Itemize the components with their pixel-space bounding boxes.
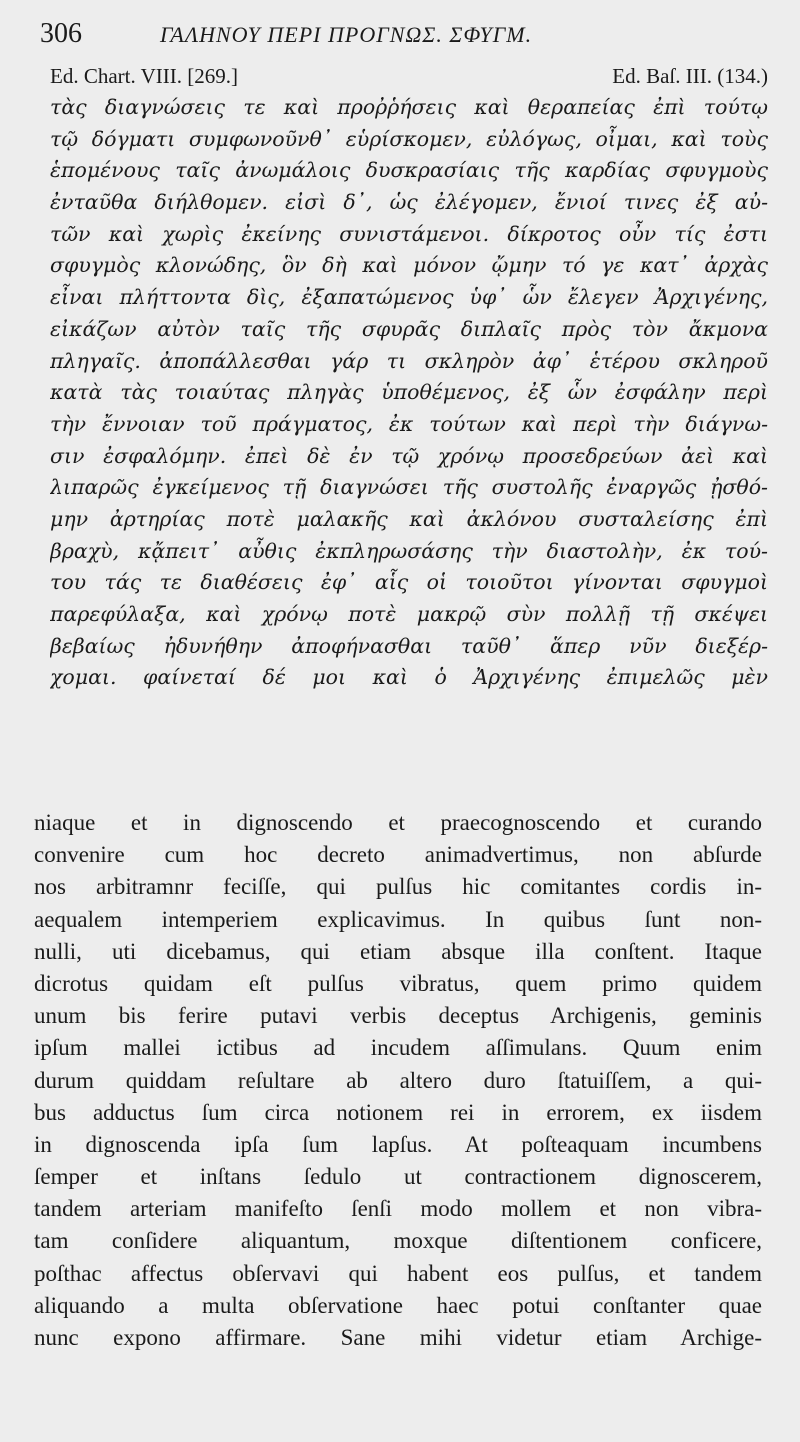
edition-left: Ed. Chart. VIII. [269.] <box>50 64 238 88</box>
greek-line: εἶναι πλήττοντα δὶς, ἐξαπατώμενος ὑφ᾽ ὧν ἔλεγεν Ἀρχιγένης, <box>50 285 768 310</box>
running-title: ΓΑΛΗΝΟΥ ΠΕΡΙ ΠΡΟΓΝΩΣ. ΣΦΥΓΜ. <box>160 22 533 47</box>
greek-line: του τάς τε διαθέσεις ἐφ᾽ αἷς οἱ τοιοῦτοι γίνονται σφυγμοὶ <box>50 570 768 595</box>
greek-line: ἑπομένους ταῖς ἀνωμάλοις δυσκρασίαις τῆς καρδίας σφυγμοὺς <box>50 158 768 183</box>
greek-line: τῷ δόγματι συμφωνοῦνθ᾽ εὑρίσκομεν, εὐλόγως, οἶμαι, καὶ τοὺς <box>50 126 768 151</box>
greek-line: βραχὺ, κᾄπειτ᾽ αὖθις ἐκπληρωσάσης τὴν διαστολὴν, ἐκ τού- <box>50 538 768 563</box>
greek-line: σφυγμὸς κλονώδης, ὃν δὴ καὶ μόνον ᾤμην τό γε κατ᾽ ἀρχὰς <box>50 253 768 278</box>
latin-line: bus adductus ſum circa notionem rei in errorem, ex iisdem <box>34 1099 762 1125</box>
latin-line: nulli, uti dicebamus, qui etiam absque illa conſtent. Itaque <box>34 938 762 964</box>
latin-line: ſemper et inſtans ſedulo ut contractionem dignoscerem, <box>34 1164 762 1190</box>
latin-line: poſthac affectus obſervavi qui habent eos pulſus, et tandem <box>34 1260 762 1286</box>
latin-line: niaque et in dignoscendo et praecognoscendo et curando <box>34 810 762 835</box>
greek-line: παρεφύλαξα, καὶ χρόνῳ ποτὲ μακρῷ σὺν πολλῇ τῇ σκέψει <box>50 602 768 626</box>
latin-line: in dignoscenda ipſa ſum lapſus. At poſteaquam incumbens <box>34 1131 762 1157</box>
latin-line: convenire cum hoc decreto animadvertimus, non abſurde <box>34 842 762 868</box>
page-number: 306 <box>40 18 82 49</box>
latin-line: aliquando a multa obſervatione haec potui conſtanter quae <box>34 1292 762 1318</box>
greek-line: τῶν καὶ χωρὶς ἐκείνης συνιστάμενοι. δίκροτος οὖν τίς ἐστι <box>50 221 768 246</box>
greek-line: σιν ἐσφαλόμην. ἐπεὶ δὲ ἐν τῷ χρόνῳ προσεδρεύων ἀεὶ καὶ <box>50 443 768 468</box>
greek-text <box>40 92 770 694</box>
latin-line: aequalem intemperiem explicavimus. In quibus ſunt non- <box>34 906 762 932</box>
greek-line: τὴν ἔννοιαν τοῦ πράγματος, ἐκ τούτων καὶ περὶ τὴν διάγνω- <box>50 411 768 436</box>
greek-line: μην ἀρτηρίας ποτὲ μαλακῆς καὶ ἀκλόνου συσταλείσης ἐπὶ <box>50 506 768 531</box>
greek-line: βεβαίως ἠδυνήθην ἀποφήνασθαι ταῦθ᾽ ἅπερ νῦν διεξέρ- <box>50 633 768 658</box>
latin-text <box>34 807 762 1354</box>
edition-references <box>40 62 770 90</box>
latin-line: dicrotus quidam eſt pulſus vibratus, quem primo quidem <box>34 970 762 996</box>
latin-line: ipſum mallei ictibus ad incudem aſſimulans. Quum enim <box>34 1035 762 1061</box>
greek-line: εἰκάζων αὐτὸν ταῖς τῆς σφυρᾶς διπλαῖς πρὸς τὸν ἄκμονα <box>50 316 768 341</box>
greek-line: ἐνταῦθα διήλθομεν. εἰσὶ δ᾽, ὡς ἐλέγομεν, ἔνιοί τινες ἐξ αὐ- <box>50 190 768 215</box>
latin-line: unum bis ferire putavi verbis deceptus Archigenis, geminis <box>34 1003 762 1029</box>
edition-right: Ed. Baſ. III. (134.) <box>612 64 768 88</box>
greek-line: λιπαρῶς ἐγκείμενος τῇ διαγνώσει τῆς συστολῆς ἐναργῶς ᾐσθό- <box>50 475 768 500</box>
greek-line: τὰς διαγνώσεις τε καὶ προῤῥήσεις καὶ θεραπείας ἐπὶ τούτῳ <box>50 95 768 119</box>
latin-line: tam conſidere aliquantum, moxque diſtentionem conficere, <box>34 1228 762 1254</box>
latin-line: durum quiddam reſultare ab altero duro ſtatuiſſem, a qui- <box>34 1067 762 1093</box>
running-head <box>40 18 770 62</box>
greek-line: πληγαῖς. ἀποπάλλεσθαι γάρ τι σκληρὸν ἀφ᾽ ἑτέρου σκληροῦ <box>50 348 768 373</box>
latin-line: tandem arteriam manifeſto ſenſi modo mollem et non vibra- <box>34 1196 762 1222</box>
latin-line: nos arbitramnr feciſſe, qui pulſus hic comitantes cordis in- <box>34 874 762 900</box>
greek-line: κατὰ τὰς τοιαύτας πληγὰς ὑποθέμενος, ἐξ ὧν ἐσφάλην περὶ <box>50 380 768 405</box>
greek-line: χομαι. φαίνεταί δέ μοι καὶ ὁ Ἀρχιγένης ἐπιμελῶς μὲν <box>50 665 768 690</box>
latin-line: nunc expono affirmare. Sane mihi videtur etiam Archige- <box>34 1325 762 1350</box>
